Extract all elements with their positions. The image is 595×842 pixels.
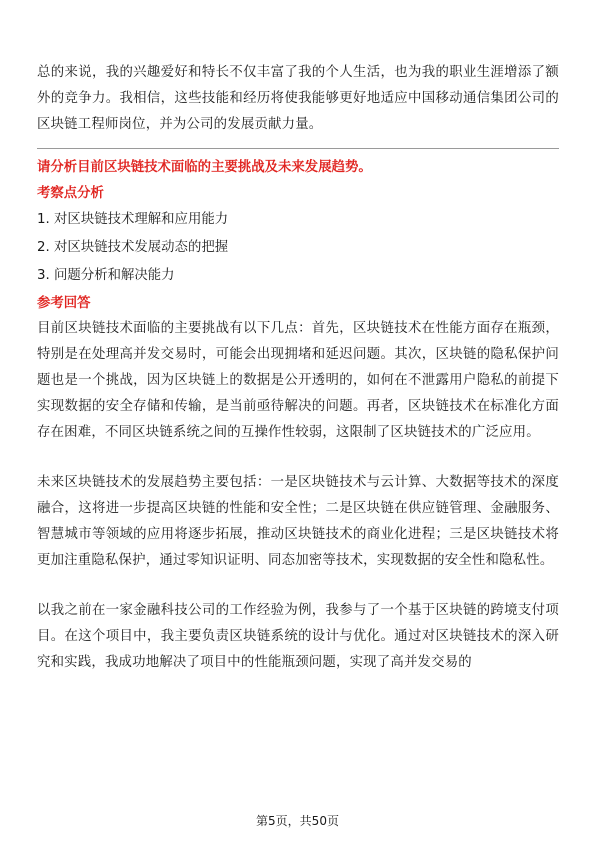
answer-paragraph-challenges: 目前区块链技术面临的主要挑战有以下几点：首先，区块链技术在性能方面存在瓶颈，特别是在处理高并发交易时，可能会出现拥堵和延迟问题。其次，区块链的隐私保护问题也是一个挑战，因为区块链上的数据是公开透明的，如何在不泄露用户隐私的前提下实现数据的安全存储和传输，是当前亟待解决的问题。再者，区块链技术在标准化方面存在困难，不同区块链系统之间的互操作性较弱，这限制了区块链技术的广泛应用。 <box>37 321 559 440</box>
answer-title: 参考回答 <box>37 296 91 311</box>
analysis-title: 考察点分析 <box>37 186 104 201</box>
analysis-point: 2. 对区块链技术发展动态的把握 <box>37 240 229 255</box>
answer-paragraph-trends: 未来区块链技术的发展趋势主要包括：一是区块链技术与云计算、大数据等技术的深度融合，这将进一步提高区块链的性能和安全性；二是区块链在供应链管理、金融服务、智慧城市等领域的应用将逐步拓展，推动区块链技术的商业化进程；三是区块链技术将更加注重隐私保护，通过零知识证明、同态加密等技术，实现数据的安全性和隐私性。 <box>37 475 559 568</box>
paragraph-gap <box>37 574 559 598</box>
divider <box>37 148 559 149</box>
page-number: 第5页，共50页 <box>256 814 339 828</box>
analysis-point: 1. 对区块链技术理解和应用能力 <box>37 212 229 227</box>
analysis-points <box>37 206 559 290</box>
analysis-point: 3. 问题分析和解决能力 <box>37 268 175 283</box>
answer-paragraph-experience: 以我之前在一家金融科技公司的工作经验为例，我参与了一个基于区块链的跨境支付项目。在这个项目中，我主要负责区块链系统的设计与优化。通过对区块链技术的深入研究和实践，我成功地解决了项目中的性能瓶颈问题，实现了高并发交易的 <box>37 603 559 670</box>
document-page <box>37 60 559 676</box>
paragraph-gap <box>37 446 559 470</box>
intro-paragraph: 总的来说，我的兴趣爱好和特长不仅丰富了我的个人生活，也为我的职业生涯增添了额外的竞争力。我相信，这些技能和经历将使我能够更好地适应中国移动通信集团公司的区块链工程师岗位，并为公司的发展贡献力量。 <box>37 65 559 132</box>
question-heading: 请分析目前区块链技术面临的主要挑战及未来发展趋势。 <box>37 160 372 175</box>
